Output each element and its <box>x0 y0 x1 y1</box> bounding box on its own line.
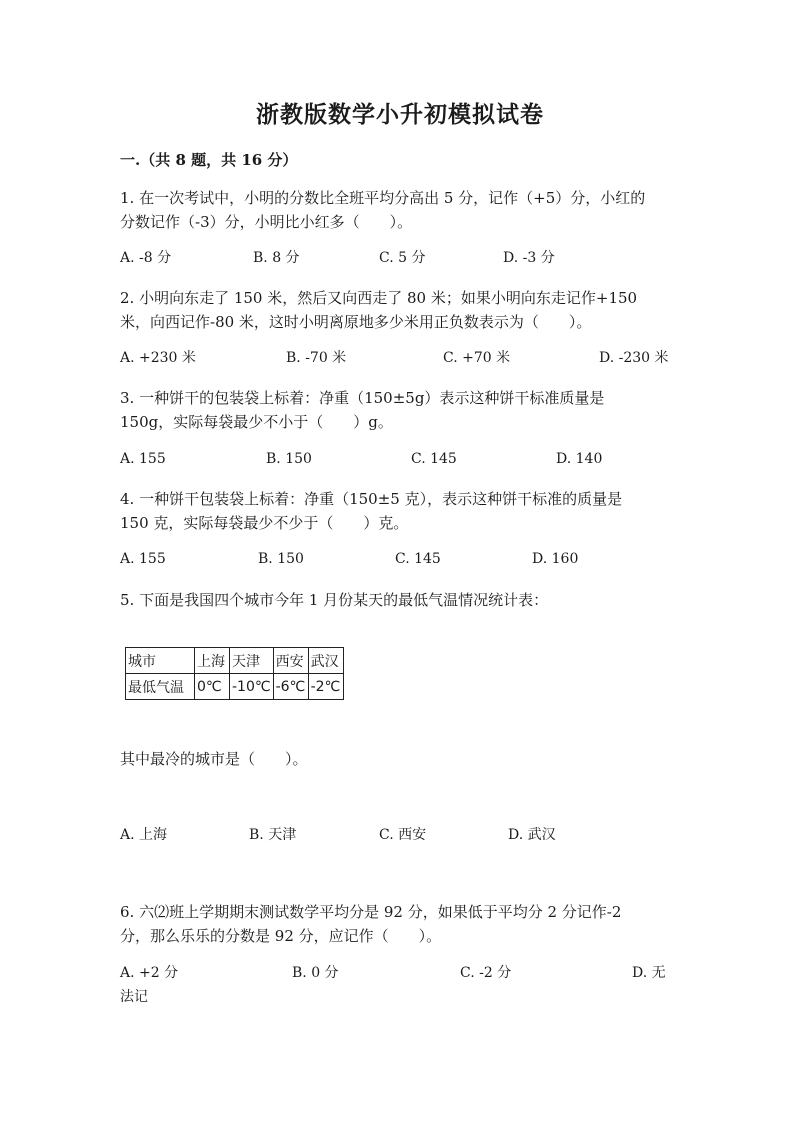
question-line: 150g，实际每袋最少不小于（ ）g。 <box>120 413 393 431</box>
question-6-option-wrap: 法记 <box>120 989 148 1005</box>
option-b[interactable]: B. 8 分 <box>253 250 300 266</box>
table-cell: 武汉 <box>308 648 343 674</box>
table-cell: 西安 <box>273 648 308 674</box>
question-line: 2. 小明向东走了 150 米，然后又向西走了 80 米；如果小明向东走记作+150 <box>120 289 638 307</box>
option-c[interactable]: C. -2 分 <box>460 965 512 981</box>
question-line: 1. 在一次考试中，小明的分数比全班平均分高出 5 分，记作（+5）分，小红的 <box>120 189 646 207</box>
question-line: 米，向西记作-80 米，这时小明离原地多少米用正负数表示为（ ）。 <box>120 313 592 331</box>
question-line: 150 克，实际每袋最少不少于（ ）克。 <box>120 514 409 532</box>
option-a[interactable]: A. 155 <box>120 551 166 567</box>
option-d[interactable]: D. 武汉 <box>508 827 556 843</box>
question-line: 5. 下面是我国四个城市今年 1 月份某天的最低气温情况统计表： <box>120 591 549 609</box>
option-d[interactable]: D. 160 <box>532 551 579 567</box>
option-c[interactable]: C. 145 <box>411 451 457 467</box>
question-2 <box>120 286 680 334</box>
section-heading: 一.（共 8 题，共 16 分） <box>120 151 298 169</box>
option-a[interactable]: A. +230 米 <box>120 350 196 366</box>
option-c[interactable]: C. 145 <box>395 551 441 567</box>
table-row <box>126 648 344 674</box>
option-a[interactable]: A. 155 <box>120 451 166 467</box>
table-cell: -2℃ <box>308 674 343 700</box>
option-d[interactable]: D. -3 分 <box>503 250 555 266</box>
question-line: 4. 一种饼干包装袋上标着：净重（150±5 克），表示这种饼干标准的质量是 <box>120 490 623 508</box>
question-line: 分数记作（-3）分，小明比小红多（ ）。 <box>120 213 413 231</box>
table-cell: 上海 <box>195 648 230 674</box>
page-title: 浙教版数学小升初模拟试卷 <box>256 101 544 128</box>
option-b[interactable]: B. 0 分 <box>292 965 339 981</box>
question-5 <box>120 588 680 612</box>
table-cell: -10℃ <box>230 674 274 700</box>
option-b[interactable]: B. 150 <box>258 551 304 567</box>
table-cell: 最低气温 <box>126 674 195 700</box>
question-4 <box>120 487 680 535</box>
table-cell: 天津 <box>230 648 274 674</box>
table-cell: 0℃ <box>195 674 230 700</box>
option-c[interactable]: C. 5 分 <box>379 250 426 266</box>
option-a[interactable]: A. +2 分 <box>120 965 179 981</box>
option-d[interactable]: D. 140 <box>556 451 603 467</box>
temperature-table <box>125 647 344 700</box>
option-c[interactable]: C. +70 米 <box>443 350 511 366</box>
question-line: 分，那么乐乐的分数是 92 分，应记作（ ）。 <box>120 927 442 945</box>
question-line: 6. 六⑵班上学期期末测试数学平均分是 92 分，如果低于平均分 2 分记作-2 <box>120 903 622 921</box>
option-d[interactable]: D. -230 米 <box>599 350 669 366</box>
question-3 <box>120 386 680 434</box>
table-row <box>126 674 344 700</box>
question-1 <box>120 186 680 234</box>
table-cell: 城市 <box>126 648 195 674</box>
question-line: 3. 一种饼干的包装袋上标着：净重（150±5g）表示这种饼干标准质量是 <box>120 389 605 407</box>
question-5-prompt: 其中最冷的城市是（ ）。 <box>120 750 308 768</box>
option-c[interactable]: C. 西安 <box>379 827 427 843</box>
option-b[interactable]: B. 150 <box>266 451 312 467</box>
table-cell: -6℃ <box>273 674 308 700</box>
option-b[interactable]: B. 天津 <box>249 827 297 843</box>
option-a[interactable]: A. 上海 <box>120 827 168 843</box>
option-d[interactable]: D. 无 <box>632 965 666 981</box>
question-6 <box>120 900 680 948</box>
option-b[interactable]: B. -70 米 <box>286 350 347 366</box>
option-a[interactable]: A. -8 分 <box>120 250 172 266</box>
